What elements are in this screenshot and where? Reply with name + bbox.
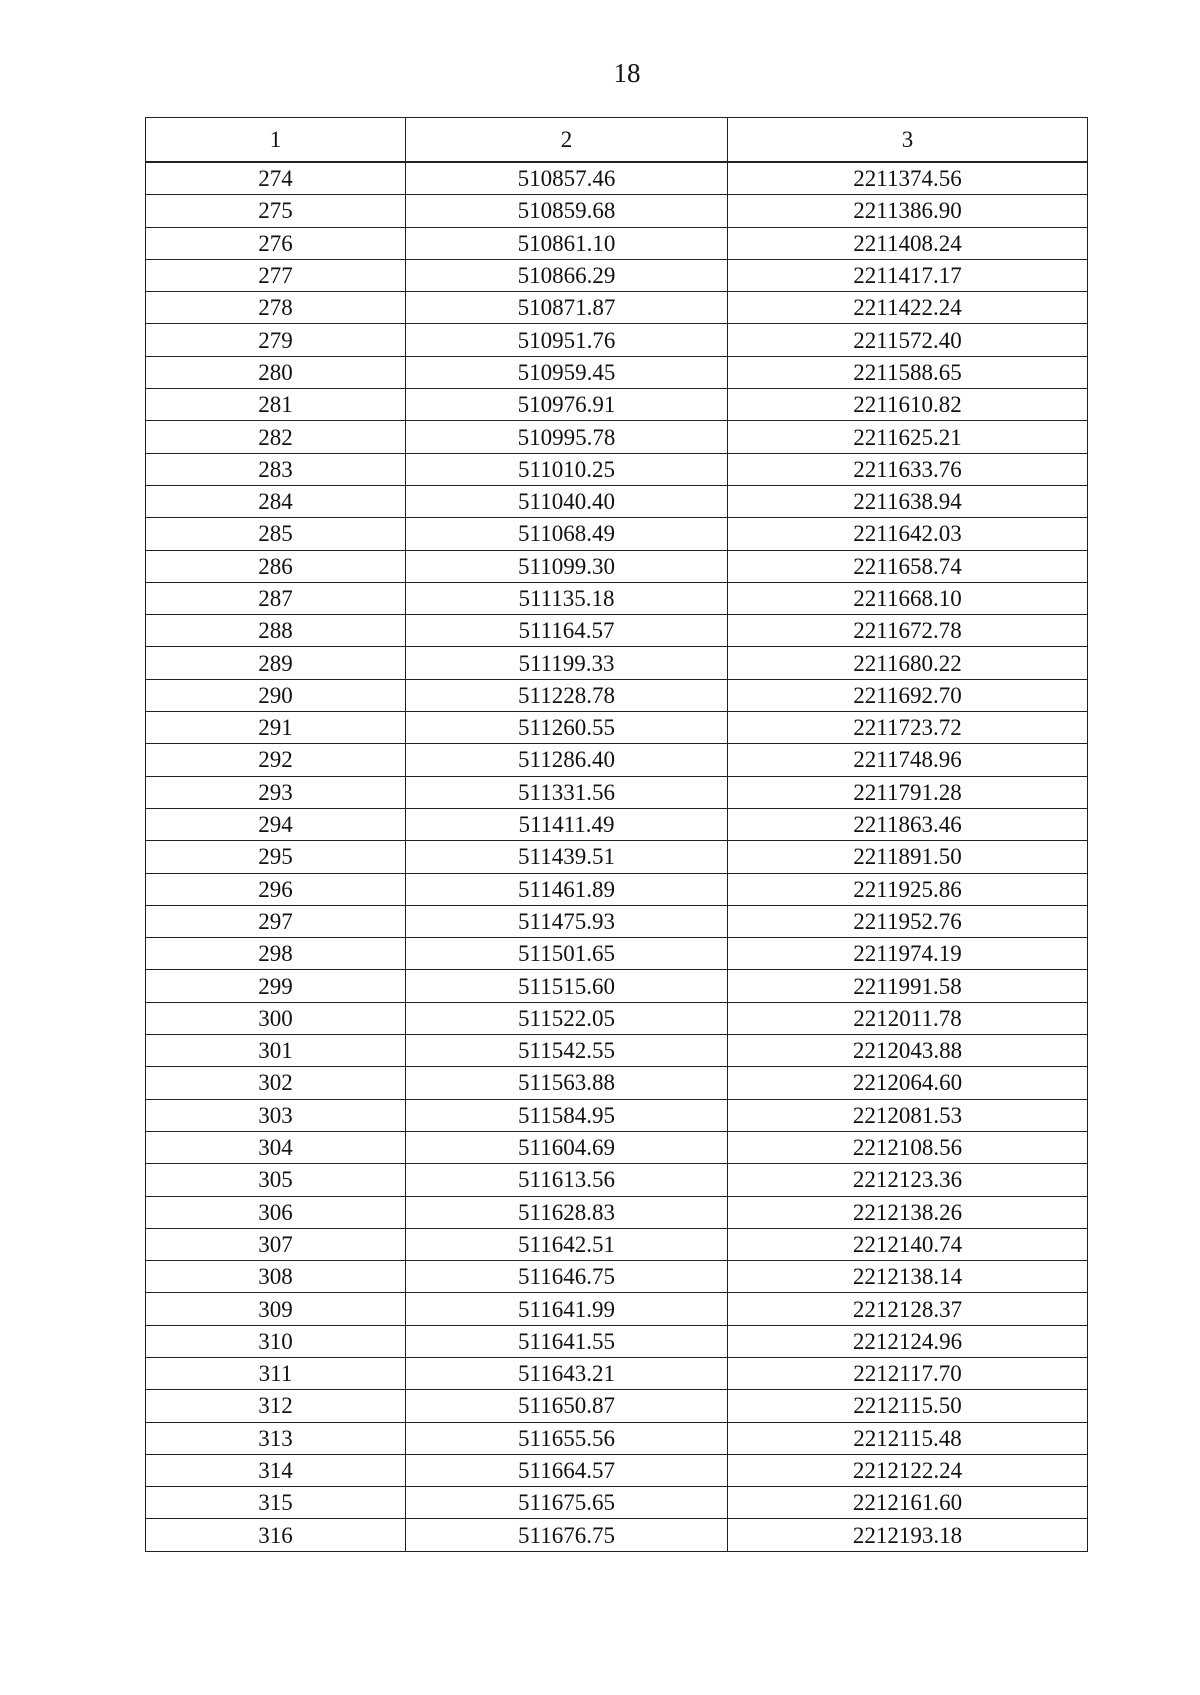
point-number-cell: 285 [146, 518, 406, 550]
point-number-cell: 274 [146, 162, 406, 195]
y-coordinate-cell: 2211658.74 [728, 550, 1088, 582]
x-coordinate-cell: 511628.83 [406, 1196, 728, 1228]
table-header-row [146, 118, 1088, 163]
x-coordinate-cell: 510861.10 [406, 227, 728, 259]
y-coordinate-cell: 2212117.70 [728, 1357, 1088, 1389]
point-number-cell: 301 [146, 1035, 406, 1067]
table-row [146, 389, 1088, 421]
y-coordinate-cell: 2211642.03 [728, 518, 1088, 550]
y-coordinate-cell: 2212138.26 [728, 1196, 1088, 1228]
table-row [146, 1519, 1088, 1551]
y-coordinate-cell: 2211723.72 [728, 712, 1088, 744]
point-number-cell: 305 [146, 1164, 406, 1196]
point-number-cell: 282 [146, 421, 406, 453]
x-coordinate-cell: 511650.87 [406, 1390, 728, 1422]
y-coordinate-cell: 2211422.24 [728, 292, 1088, 324]
table-row [146, 647, 1088, 679]
y-coordinate-cell: 2211672.78 [728, 615, 1088, 647]
x-coordinate-cell: 511676.75 [406, 1519, 728, 1551]
point-number-cell: 295 [146, 841, 406, 873]
table-row [146, 324, 1088, 356]
x-coordinate-cell: 511641.55 [406, 1325, 728, 1357]
y-coordinate-cell: 2212193.18 [728, 1519, 1088, 1551]
table-row [146, 195, 1088, 227]
x-coordinate-cell: 511099.30 [406, 550, 728, 582]
x-coordinate-cell: 510976.91 [406, 389, 728, 421]
table-row [146, 1422, 1088, 1454]
point-number-cell: 277 [146, 259, 406, 291]
column-header-2: 2 [406, 118, 728, 163]
point-number-cell: 293 [146, 776, 406, 808]
table-row [146, 259, 1088, 291]
point-number-cell: 287 [146, 582, 406, 614]
table-row [146, 1454, 1088, 1486]
table-row [146, 776, 1088, 808]
x-coordinate-cell: 511563.88 [406, 1067, 728, 1099]
table-row [146, 679, 1088, 711]
table-row [146, 970, 1088, 1002]
point-number-cell: 290 [146, 679, 406, 711]
point-number-cell: 296 [146, 873, 406, 905]
point-number-cell: 316 [146, 1519, 406, 1551]
x-coordinate-cell: 510871.87 [406, 292, 728, 324]
point-number-cell: 299 [146, 970, 406, 1002]
y-coordinate-cell: 2211668.10 [728, 582, 1088, 614]
y-coordinate-cell: 2212138.14 [728, 1261, 1088, 1293]
point-number-cell: 284 [146, 485, 406, 517]
y-coordinate-cell: 2212064.60 [728, 1067, 1088, 1099]
x-coordinate-cell: 511164.57 [406, 615, 728, 647]
table-row [146, 712, 1088, 744]
table-row [146, 485, 1088, 517]
y-coordinate-cell: 2212108.56 [728, 1131, 1088, 1163]
y-coordinate-cell: 2211974.19 [728, 938, 1088, 970]
y-coordinate-cell: 2212081.53 [728, 1099, 1088, 1131]
point-number-cell: 308 [146, 1261, 406, 1293]
x-coordinate-cell: 510951.76 [406, 324, 728, 356]
y-coordinate-cell: 2212123.36 [728, 1164, 1088, 1196]
point-number-cell: 275 [146, 195, 406, 227]
table-row [146, 873, 1088, 905]
point-number-cell: 314 [146, 1454, 406, 1486]
table-row [146, 292, 1088, 324]
x-coordinate-cell: 511613.56 [406, 1164, 728, 1196]
point-number-cell: 281 [146, 389, 406, 421]
page-number: 18 [613, 58, 641, 88]
point-number-cell: 294 [146, 808, 406, 840]
y-coordinate-cell: 2212043.88 [728, 1035, 1088, 1067]
x-coordinate-cell: 510859.68 [406, 195, 728, 227]
table-row [146, 1228, 1088, 1260]
y-coordinate-cell: 2212011.78 [728, 1002, 1088, 1034]
table-row [146, 1196, 1088, 1228]
y-coordinate-cell: 2211748.96 [728, 744, 1088, 776]
table-row [146, 1390, 1088, 1422]
y-coordinate-cell: 2212115.48 [728, 1422, 1088, 1454]
x-coordinate-cell: 511655.56 [406, 1422, 728, 1454]
x-coordinate-cell: 511199.33 [406, 647, 728, 679]
point-number-cell: 309 [146, 1293, 406, 1325]
point-number-cell: 306 [146, 1196, 406, 1228]
table-row [146, 938, 1088, 970]
y-coordinate-cell: 2211692.70 [728, 679, 1088, 711]
x-coordinate-cell: 511331.56 [406, 776, 728, 808]
x-coordinate-cell: 511604.69 [406, 1131, 728, 1163]
point-number-cell: 302 [146, 1067, 406, 1099]
y-coordinate-cell: 2212140.74 [728, 1228, 1088, 1260]
y-coordinate-cell: 2211791.28 [728, 776, 1088, 808]
x-coordinate-cell: 511260.55 [406, 712, 728, 744]
y-coordinate-cell: 2211386.90 [728, 195, 1088, 227]
point-number-cell: 315 [146, 1487, 406, 1519]
table-row [146, 1487, 1088, 1519]
y-coordinate-cell: 2211417.17 [728, 259, 1088, 291]
table-row [146, 162, 1088, 195]
y-coordinate-cell: 2212115.50 [728, 1390, 1088, 1422]
x-coordinate-cell: 511642.51 [406, 1228, 728, 1260]
x-coordinate-cell: 511542.55 [406, 1035, 728, 1067]
x-coordinate-cell: 511135.18 [406, 582, 728, 614]
x-coordinate-cell: 511010.25 [406, 453, 728, 485]
table-row [146, 1293, 1088, 1325]
table-row [146, 550, 1088, 582]
x-coordinate-cell: 511664.57 [406, 1454, 728, 1486]
x-coordinate-cell: 511439.51 [406, 841, 728, 873]
x-coordinate-cell: 511515.60 [406, 970, 728, 1002]
x-coordinate-cell: 510959.45 [406, 356, 728, 388]
coordinates-table [145, 117, 1088, 1552]
point-number-cell: 313 [146, 1422, 406, 1454]
x-coordinate-cell: 510995.78 [406, 421, 728, 453]
point-number-cell: 280 [146, 356, 406, 388]
x-coordinate-cell: 511641.99 [406, 1293, 728, 1325]
table-row [146, 1325, 1088, 1357]
x-coordinate-cell: 511411.49 [406, 808, 728, 840]
point-number-cell: 300 [146, 1002, 406, 1034]
table-row [146, 841, 1088, 873]
y-coordinate-cell: 2211633.76 [728, 453, 1088, 485]
column-header-1: 1 [146, 118, 406, 163]
table-row [146, 1131, 1088, 1163]
table-row [146, 421, 1088, 453]
table-row [146, 615, 1088, 647]
point-number-cell: 310 [146, 1325, 406, 1357]
table-row [146, 1164, 1088, 1196]
x-coordinate-cell: 511040.40 [406, 485, 728, 517]
table-row [146, 1261, 1088, 1293]
point-number-cell: 297 [146, 905, 406, 937]
table-row [146, 1357, 1088, 1389]
table-row [146, 227, 1088, 259]
y-coordinate-cell: 2212124.96 [728, 1325, 1088, 1357]
table-row [146, 518, 1088, 550]
y-coordinate-cell: 2211588.65 [728, 356, 1088, 388]
table-row [146, 808, 1088, 840]
y-coordinate-cell: 2211680.22 [728, 647, 1088, 679]
y-coordinate-cell: 2211610.82 [728, 389, 1088, 421]
y-coordinate-cell: 2212122.24 [728, 1454, 1088, 1486]
point-number-cell: 304 [146, 1131, 406, 1163]
x-coordinate-cell: 511675.65 [406, 1487, 728, 1519]
y-coordinate-cell: 2211572.40 [728, 324, 1088, 356]
x-coordinate-cell: 511646.75 [406, 1261, 728, 1293]
x-coordinate-cell: 511286.40 [406, 744, 728, 776]
x-coordinate-cell: 511068.49 [406, 518, 728, 550]
x-coordinate-cell: 511643.21 [406, 1357, 728, 1389]
y-coordinate-cell: 2211625.21 [728, 421, 1088, 453]
table-body [146, 162, 1088, 1551]
point-number-cell: 279 [146, 324, 406, 356]
point-number-cell: 292 [146, 744, 406, 776]
y-coordinate-cell: 2212128.37 [728, 1293, 1088, 1325]
point-number-cell: 288 [146, 615, 406, 647]
y-coordinate-cell: 2211408.24 [728, 227, 1088, 259]
y-coordinate-cell: 2211952.76 [728, 905, 1088, 937]
point-number-cell: 312 [146, 1390, 406, 1422]
table-row [146, 453, 1088, 485]
point-number-cell: 286 [146, 550, 406, 582]
x-coordinate-cell: 511461.89 [406, 873, 728, 905]
x-coordinate-cell: 511584.95 [406, 1099, 728, 1131]
y-coordinate-cell: 2211991.58 [728, 970, 1088, 1002]
x-coordinate-cell: 510857.46 [406, 162, 728, 195]
point-number-cell: 298 [146, 938, 406, 970]
y-coordinate-cell: 2211925.86 [728, 873, 1088, 905]
table-row [146, 356, 1088, 388]
table-row [146, 1002, 1088, 1034]
y-coordinate-cell: 2212161.60 [728, 1487, 1088, 1519]
table-row [146, 1035, 1088, 1067]
point-number-cell: 291 [146, 712, 406, 744]
point-number-cell: 289 [146, 647, 406, 679]
y-coordinate-cell: 2211638.94 [728, 485, 1088, 517]
x-coordinate-cell: 511501.65 [406, 938, 728, 970]
point-number-cell: 311 [146, 1357, 406, 1389]
x-coordinate-cell: 511522.05 [406, 1002, 728, 1034]
table-row [146, 744, 1088, 776]
point-number-cell: 276 [146, 227, 406, 259]
table-row [146, 1099, 1088, 1131]
table-row [146, 582, 1088, 614]
point-number-cell: 278 [146, 292, 406, 324]
column-header-3: 3 [728, 118, 1088, 163]
x-coordinate-cell: 510866.29 [406, 259, 728, 291]
point-number-cell: 283 [146, 453, 406, 485]
y-coordinate-cell: 2211374.56 [728, 162, 1088, 195]
x-coordinate-cell: 511475.93 [406, 905, 728, 937]
x-coordinate-cell: 511228.78 [406, 679, 728, 711]
y-coordinate-cell: 2211863.46 [728, 808, 1088, 840]
table-row [146, 905, 1088, 937]
y-coordinate-cell: 2211891.50 [728, 841, 1088, 873]
point-number-cell: 307 [146, 1228, 406, 1260]
table-row [146, 1067, 1088, 1099]
point-number-cell: 303 [146, 1099, 406, 1131]
